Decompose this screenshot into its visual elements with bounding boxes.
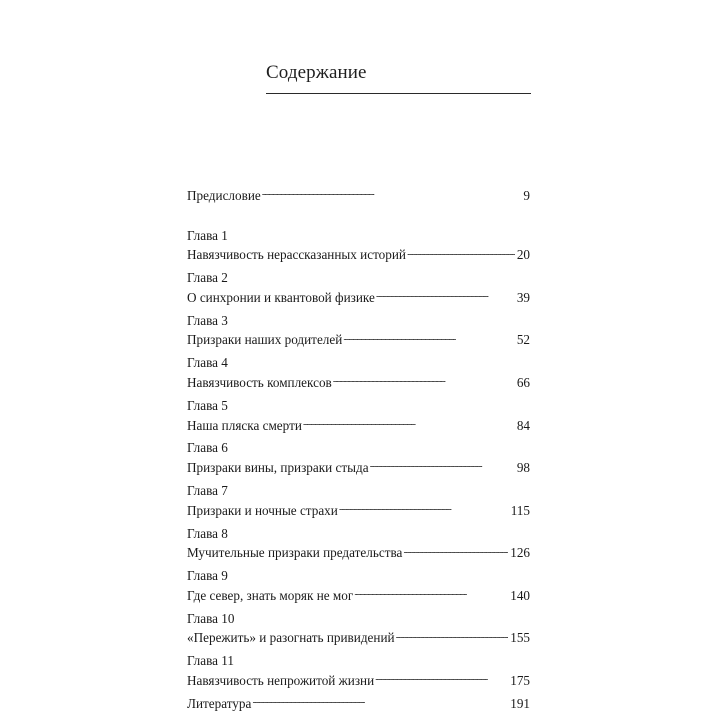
chapter-label: Глава 6 [187, 440, 228, 456]
toc-line [187, 288, 530, 308]
toc-line [187, 416, 530, 436]
dot-leader [375, 673, 508, 685]
toc-entry-chapter-9 [187, 566, 530, 605]
dot-leader [252, 696, 508, 708]
toc-entry-title: Призраки вины, призраки стыда [187, 460, 369, 476]
toc-page-number: 98 [516, 460, 530, 476]
chapter-label: Глава 9 [187, 568, 228, 584]
dot-leader [262, 188, 522, 200]
chapter-label: Глава 11 [187, 653, 234, 669]
toc-page-number: 66 [516, 374, 530, 390]
toc-entry-title: «Пережить» и разогнать привидений [187, 630, 395, 646]
dot-leader [339, 503, 509, 515]
toc-page-number: 20 [516, 247, 530, 263]
toc-line [187, 543, 530, 563]
dot-leader [303, 418, 515, 430]
toc-entry-chapter-11 [187, 651, 530, 690]
dot-leader [403, 545, 508, 557]
chapter-label: Глава 10 [187, 610, 235, 626]
toc-entry-chapter-1 [187, 226, 530, 265]
toc-line [187, 458, 530, 478]
chapter-label: Глава 8 [187, 525, 228, 541]
toc-entry-chapter-8 [187, 524, 530, 563]
toc-line [187, 330, 530, 350]
toc-page-number: 52 [516, 332, 530, 348]
toc-entry-title: Призраки наших родителей [187, 332, 343, 348]
toc-page-number: 115 [510, 502, 530, 518]
dot-leader [343, 332, 515, 344]
toc-entry-title: Навязчивость нерассказанных историй [187, 247, 406, 263]
toc-entry-title: Где север, знать моряк не мог [187, 587, 354, 603]
toc-entry-title: Литература [187, 695, 252, 711]
toc-entry-chapter-10 [187, 609, 530, 648]
toc-line [187, 694, 530, 714]
dot-leader [407, 247, 515, 259]
toc-entry-chapter-4 [187, 353, 530, 392]
toc-line [187, 373, 530, 393]
toc-page-number: 175 [510, 672, 530, 688]
toc-page-number: 155 [510, 630, 530, 646]
toc-entry-chapter-6 [187, 438, 530, 477]
toc-entry-preface [187, 186, 530, 206]
toc-entry-chapter-3 [187, 311, 530, 350]
toc-entry-title: Призраки и ночные страхи [187, 502, 338, 518]
dot-leader [354, 588, 508, 600]
dot-leader [333, 375, 515, 387]
toc-entry-title: Наша пляска смерти [187, 417, 302, 433]
toc-entry-title: Навязчивость непрожитой жизни [187, 672, 375, 688]
toc-line [187, 628, 530, 648]
page-title: Содержание [266, 62, 367, 83]
toc-entry-title: Предисловие [187, 188, 261, 203]
dot-leader [396, 630, 509, 642]
toc-line [187, 586, 530, 606]
toc-line [187, 501, 530, 521]
toc-page-number: 9 [523, 188, 530, 203]
toc-page-number: 84 [516, 417, 530, 433]
chapter-label: Глава 7 [187, 483, 228, 499]
toc-page-number: 140 [510, 587, 530, 603]
toc-page-number: 191 [510, 695, 530, 711]
chapter-label: Глава 3 [187, 312, 228, 328]
toc-entry-bibliography [187, 694, 530, 714]
toc-line [187, 671, 530, 691]
chapter-label: Глава 1 [187, 227, 228, 243]
toc-entry-chapter-5 [187, 396, 530, 435]
toc-page-number: 39 [516, 289, 530, 305]
toc-entry-title: Мучительные призраки предательства [187, 545, 403, 561]
table-of-contents [187, 186, 530, 717]
dot-leader [376, 290, 515, 302]
toc-line [187, 245, 530, 265]
toc-page-number: 126 [510, 545, 530, 561]
toc-entry-chapter-2 [187, 268, 530, 307]
toc-entry-title: О синхронии и квантовой физике [187, 289, 375, 305]
toc-line [187, 186, 530, 206]
chapter-label: Глава 4 [187, 355, 228, 371]
toc-entry-title: Навязчивость комплексов [187, 374, 332, 390]
chapter-label: Глава 5 [187, 397, 228, 413]
title-underline [266, 93, 531, 94]
toc-entry-chapter-7 [187, 481, 530, 520]
chapter-label: Глава 2 [187, 270, 228, 286]
dot-leader [370, 460, 515, 472]
